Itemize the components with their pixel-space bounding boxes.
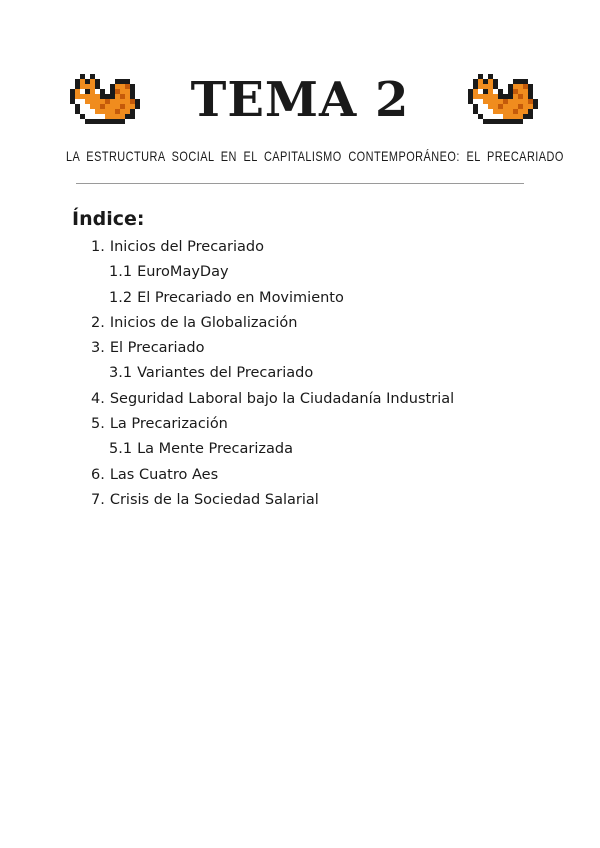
toc-item [0,260,600,285]
toc-item-label: El Precariado en Movimiento [137,289,344,306]
toc-item-number: 5. [91,416,105,433]
divider [76,183,524,184]
toc-item-number: 1.1 [109,264,133,281]
toc-item-number: 6. [91,466,105,483]
toc-item-label: La Precarización [109,416,228,433]
toc-item [0,336,600,361]
toc-item-number: 1. [91,239,105,255]
table-of-contents [0,235,600,513]
toc-item [0,361,600,386]
toc-item-number: 7. [91,491,105,508]
toc-item [0,463,600,488]
toc-item-number: 2. [91,314,105,331]
page-subtitle: LA ESTRUCTURA SOCIAL EN EL CAPITALISMO CONTEMPORÁNEO: EL PRECARIADO [66,148,564,164]
toc-item [0,311,600,336]
cat-icon [468,74,538,124]
toc-item-number: 5.1 [109,441,133,458]
toc-item [0,412,600,437]
page-title: TEMA 2 [190,72,410,128]
toc-item-number: 4. [91,390,105,407]
page-header [0,60,600,150]
toc-item-label: Inicios del Precariado [109,239,264,255]
toc-item [0,286,600,311]
toc-item-label: La Mente Precarizada [137,441,293,458]
toc-item-label: El Precariado [109,340,205,357]
toc-item-number: 3. [91,340,105,357]
toc-item-number: 3.1 [109,365,133,382]
toc-item [0,488,600,513]
toc-item-label: Crisis de la Sociedad Salarial [109,491,319,508]
toc-item-label: Inicios de la Globalización [109,314,298,331]
toc-item [0,235,600,260]
toc-item-label: EuroMayDay [137,264,229,281]
toc-item-number: 1.2 [109,289,133,306]
toc-item-label: Las Cuatro Aes [109,466,219,483]
index-heading: Índice: [72,208,145,230]
toc-item-label: Seguridad Laboral bajo la Ciudadanía Industrial [109,390,455,407]
toc-item-label: Variantes del Precariado [137,365,314,382]
toc-item [0,437,600,462]
toc-item [0,387,600,412]
